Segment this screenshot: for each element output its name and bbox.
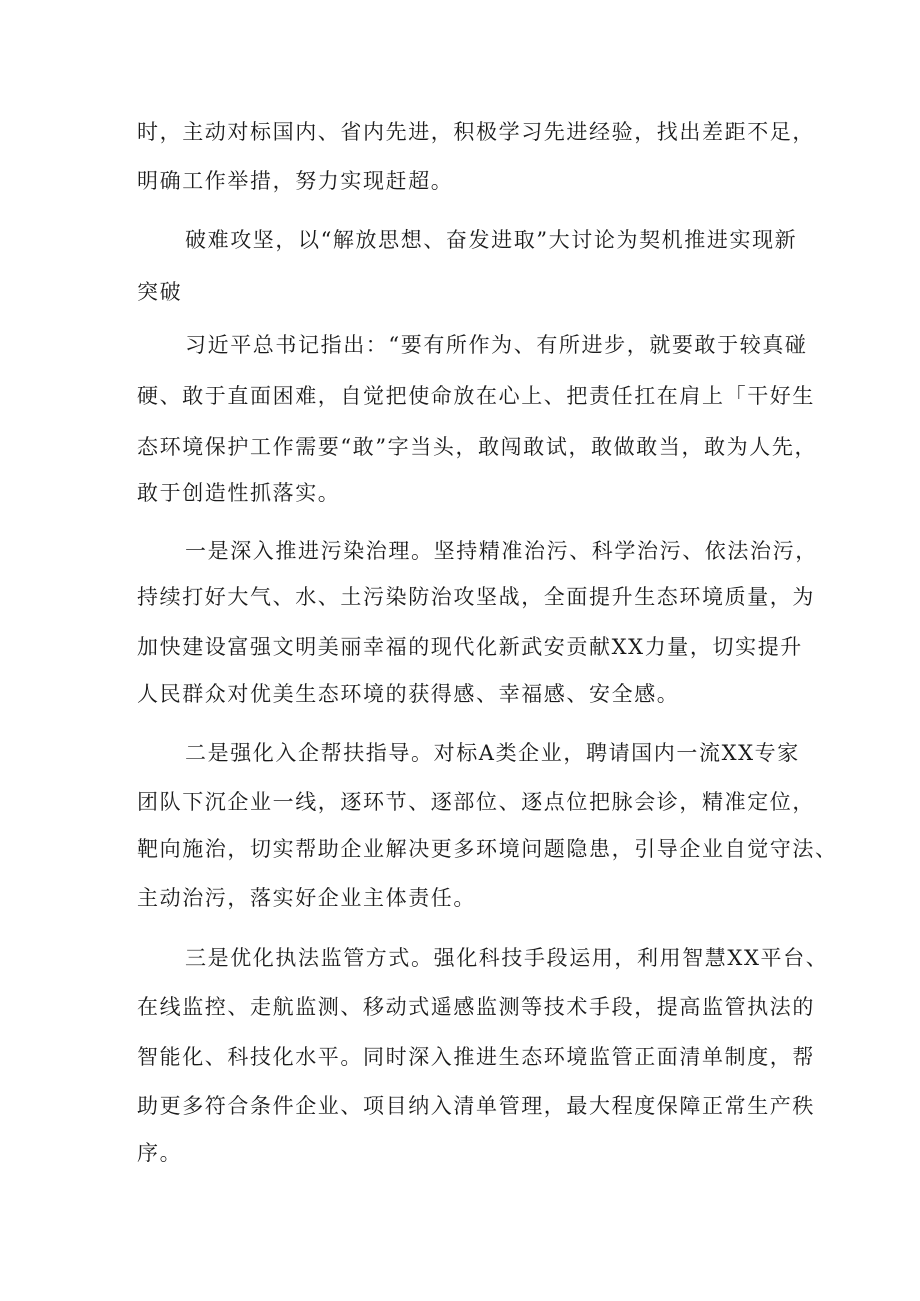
- text-line: 态环境保护工作需要“敢”字当头，敢闯敢试，敢做敢当，敢为人先，: [137, 435, 818, 459]
- text-line: 习近平总书记指出：“要有所作为、有所进步，就要敢于较真碰: [185, 333, 808, 357]
- text-line: 二是强化入企帮扶指导。对标A类企业，聘请国内一流XX专家: [185, 741, 800, 765]
- text-line: 靶向施治，切实帮助企业解决更多环境问题隐患，引导企业自觉守法、: [137, 837, 838, 861]
- text-line: 团队下沉企业一线，逐环节、逐部位、逐点位把脉会诊，精准定位，: [137, 790, 815, 814]
- text-line: 三是优化执法监管方式。强化科技手段运用，利用智慧XX平台、: [185, 946, 829, 970]
- text-line: 在线监控、走航监测、移动式遥感监测等技术手段，提高监管执法的: [137, 995, 815, 1019]
- text-line: 主动治污，落实好企业主体责任。: [137, 886, 476, 910]
- text-line: 明确工作举措，努力实现赶超。: [137, 169, 454, 193]
- text-line: 助更多符合条件企业、项目纳入清单管理，最大程度保障正常生产秩: [137, 1094, 815, 1118]
- text-line: 敢于创造性抓落实。: [137, 481, 341, 505]
- text-line: 人民群众对优美生态环境的获得感、幸福感、安全感。: [137, 682, 680, 706]
- text-line: 智能化、科技化水平。同时深入推进生态环境监管正面清单制度，帮: [137, 1045, 815, 1069]
- section-heading-line: 突破: [137, 280, 183, 304]
- text-line: 时，主动对标国内、省内先进，积极学习先进经验，找出差距不足，: [137, 120, 815, 144]
- text-line: 加快建设富强文明美丽幸福的现代化新武安贡献XX力量，切实提升: [137, 635, 803, 659]
- text-line: 持续打好大气、水、土污染防治攻坚战，全面提升生态环境质量，为: [137, 585, 815, 609]
- text-line: 一是深入推进污染治理。坚持精准治污、科学治污、依法治污，: [185, 539, 818, 563]
- text-line: 硬、敢于直面困难，自觉把使命放在心上、把责任扛在肩上「干好生: [137, 384, 815, 408]
- section-heading-line: 破难攻坚，以“解放思想、奋发进取”大讨论为契机推进实现新: [185, 228, 798, 252]
- text-line: 序。: [137, 1141, 183, 1165]
